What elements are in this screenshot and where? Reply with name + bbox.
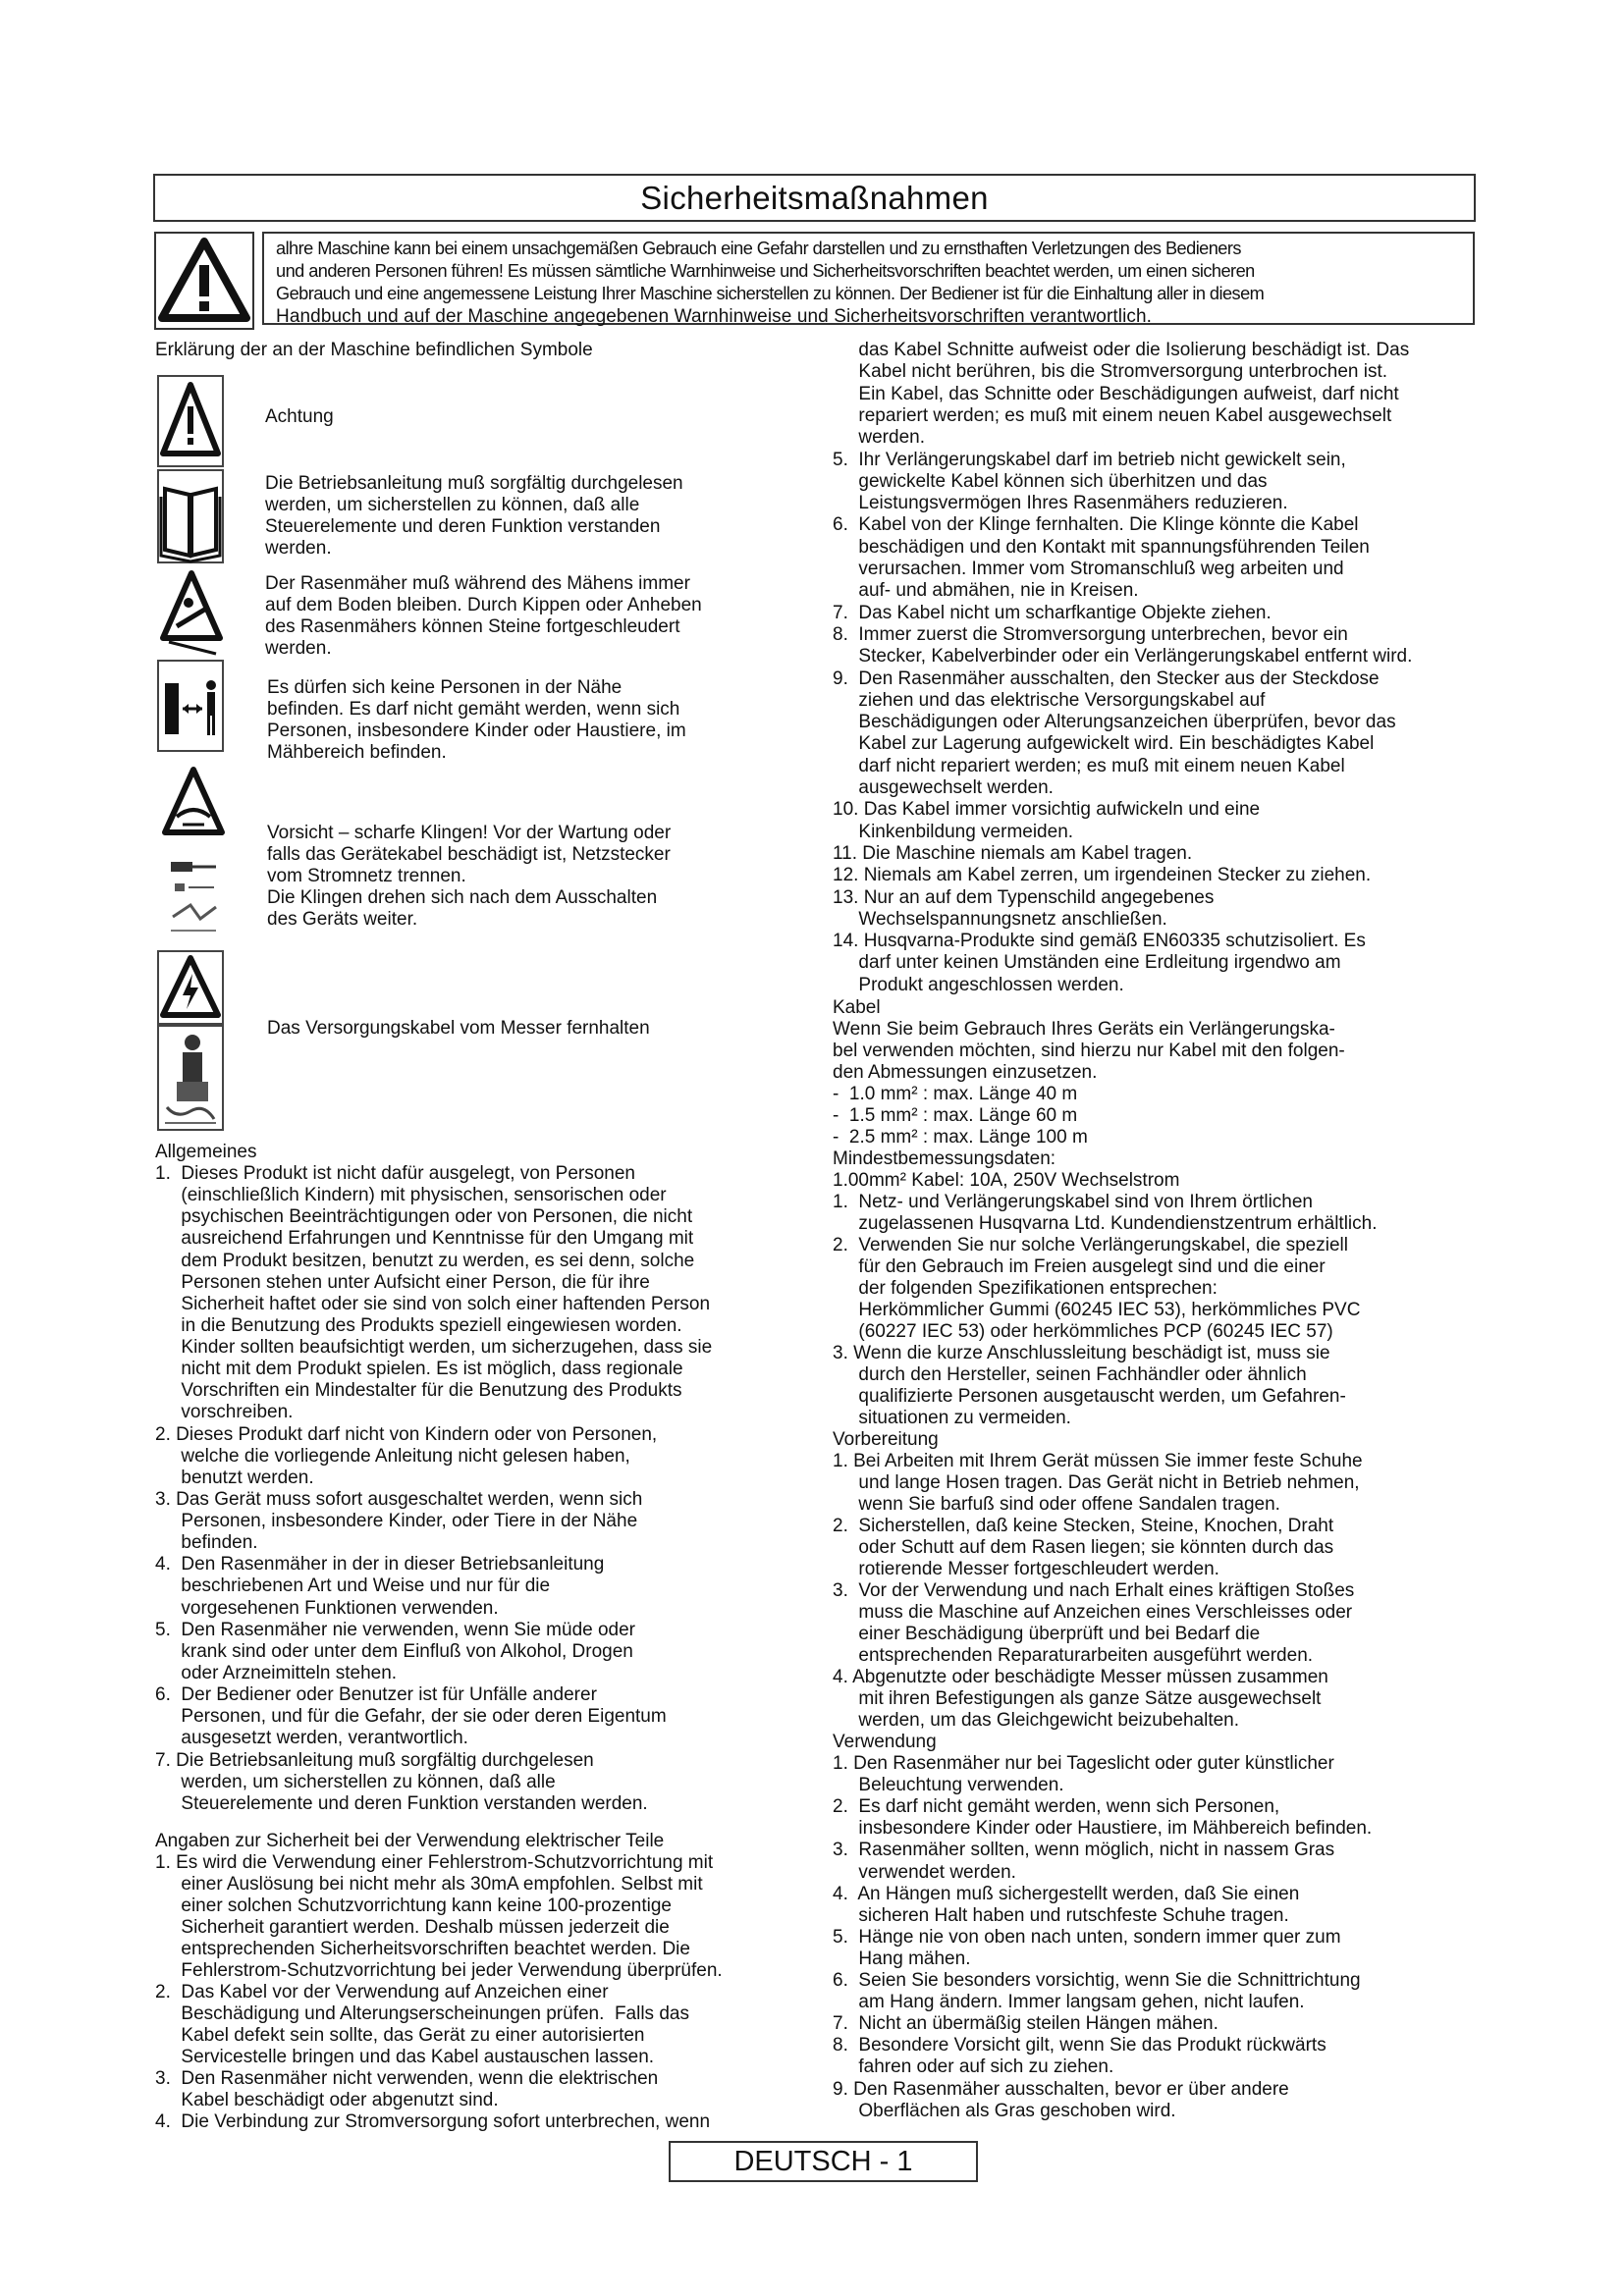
text-line: und lange Hosen tragen. Das Gerät nicht in Betrieb nehmen, (833, 1472, 1360, 1493)
text-line: Personen, insbesondere Kinder, oder Tiere in der Nähe (155, 1511, 638, 1532)
section-heading-electrical: Angaben zur Sicherheit bei der Verwendung elektrischer Teile (155, 1831, 665, 1851)
text-line: 4. Die Verbindung zur Stromversorgung sofort unterbrechen, wenn (155, 2111, 711, 2132)
text-line: 4. Abgenutzte oder beschädigte Messer müssen zusammen (833, 1667, 1328, 1687)
text-line: entsprechenden Sicherheitsvorschriften beachtet werden. Die (155, 1939, 690, 1959)
text-line: ausreichend Erfahrungen und Kenntnisse für den Umgang mit (155, 1228, 694, 1250)
symbol-text: werden, um sicherstellen zu können, daß alle (265, 495, 640, 515)
read-manual-icon (157, 469, 226, 563)
text-line: Kabel zur Lagerung aufgewickelt wird. Ein beschädigtes Kabel (833, 733, 1375, 755)
text-line: Stecker, Kabelverbinder oder ein Verlängerungskabel entfernt wird. (833, 646, 1413, 667)
text-line: 4. An Hängen muß sichergestellt werden, daß Sie einen (833, 1883, 1300, 1904)
text-line: werden. (833, 427, 925, 449)
section-heading-usage: Verwendung (833, 1732, 937, 1752)
warning-line: Gebrauch und eine angemessene Leistung Ihrer Maschine sicherstellen zu können. Der Bediener ist für die Einhaltung aller in diesem (276, 284, 1265, 303)
text-line: 13. Nur an auf dem Typenschild angegebenes (833, 886, 1215, 908)
text-line: benutzt werden. (155, 1467, 314, 1488)
text-line: insbesondere Kinder oder Haustiere, im Mähbereich befinden. (833, 1818, 1373, 1840)
warning-triangle-icon (154, 232, 254, 330)
text-line: Wechselspannungsnetz anschließen. (833, 908, 1167, 930)
text-line: 3. Vor der Verwendung und nach Erhalt eines kräftigen Stoßes (833, 1580, 1355, 1601)
symbol-text: Vorsicht – scharfe Klingen! Vor der Wartung oder (267, 823, 672, 843)
text-line: Beschädigungen oder Alterungsanzeichen überprüfen, bevor das (833, 712, 1396, 733)
text-line: Produkt angeschlossen werden. (833, 974, 1124, 995)
text-line: vorgesehenen Funktionen verwenden. (155, 1597, 499, 1619)
text-line: nicht mit dem Produkt spielen. Es ist möglich, dass regionale (155, 1359, 683, 1380)
text-line: Steuerelemente und deren Funktion verstanden werden. (155, 1792, 648, 1814)
warning-line: Handbuch und auf der Maschine angegebenen Warnhinweise und Sicherheitsvorschriften verantwortlich. (276, 306, 1153, 327)
text-line: Ein Kabel, das Schnitte oder Beschädigungen aufweist, darf nicht (833, 383, 1399, 404)
symbol-text: Mähbereich befinden. (267, 742, 447, 763)
text-line: 1.00mm² Kabel: 10A, 250V Wechselstrom (833, 1170, 1180, 1191)
text-line: Herkömmlicher Gummi (60245 IEC 53), herkömmliches PVC (833, 1300, 1361, 1320)
text-line: Servicestelle bringen und das Kabel austauschen lassen. (155, 2047, 655, 2067)
text-line: 7. Nicht an übermäßig steilen Hängen mähen. (833, 2013, 1218, 2035)
text-line: 3. Wenn die kurze Anschlussleitung beschädigt ist, muss sie (833, 1343, 1330, 1363)
text-line: 1. Den Rasenmäher nur bei Tageslicht oder guter künstlicher (833, 1753, 1334, 1774)
text-line: oder Arzneimitteln stehen. (155, 1662, 398, 1683)
text-line: 5. Hänge nie von oben nach unten, sondern immer quer zum (833, 1926, 1341, 1948)
text-line: Personen stehen unter Aufsicht einer Person, die für ihre (155, 1271, 650, 1293)
symbol-text: Personen, insbesondere Kinder oder Haustiere, im (267, 721, 686, 741)
text-line: situationen zu vermeiden. (833, 1408, 1071, 1428)
text-line: 2. Verwenden Sie nur solche Verlängerungskabel, die speziell (833, 1235, 1348, 1255)
text-line: ziehen und das elektrische Versorgungskabel auf (833, 689, 1266, 711)
text-line: einer solchen Schutzvorrichtung kann keine 100-prozentige (155, 1896, 672, 1916)
text-line: sicheren Halt haben und rutschfeste Schuhe tragen. (833, 1904, 1289, 1926)
text-line: 5. Den Rasenmäher nie verwenden, wenn Sie müde oder (155, 1619, 636, 1640)
text-line: Vorschriften ein Mindestalter für die Benutzung des Produkts (155, 1380, 682, 1402)
symbol-text: auf dem Boden bleiben. Durch Kippen oder Anheben (265, 595, 702, 615)
text-line: 3. Das Gerät muss sofort ausgeschaltet werden, wenn sich (155, 1488, 643, 1510)
unplug-icon (161, 848, 226, 946)
text-line: (60227 IEC 53) oder herkömmliches PCP (60245 IEC 57) (833, 1321, 1333, 1342)
text-line: oder Schutt auf dem Rasen liegen; sie könnten durch das (833, 1537, 1334, 1558)
text-line: fahren oder auf sich zu ziehen. (833, 2056, 1114, 2078)
text-line: Beleuchtung verwenden. (833, 1775, 1064, 1796)
text-line: Fehlerstrom-Schutzvorrichtung bei jeder Verwendung überprüfen. (155, 1960, 723, 1981)
symbol-text: vom Stromnetz trennen. (267, 866, 466, 886)
symbols-heading: Erklärung der an der Maschine befindlichen Symbole (155, 340, 593, 360)
text-line: Personen, und für die Gefahr, der sie oder deren Eigentum (155, 1706, 667, 1728)
symbol-text: Die Klingen drehen sich nach dem Ausschalten (267, 887, 658, 908)
symbol-text: befinden. Es darf nicht gemäht werden, wenn sich (267, 699, 680, 720)
text-line: einer Auslösung bei nicht mehr als 30mA empfohlen. Selbst mit (155, 1874, 703, 1895)
symbol-text: Steuerelemente und deren Funktion verstanden (265, 516, 661, 537)
text-line: 1. Netz- und Verlängerungskabel sind von Ihrem örtlichen (833, 1192, 1313, 1212)
text-line: 1. Bei Arbeiten mit Ihrem Gerät müssen Sie immer feste Schuhe (833, 1451, 1363, 1471)
symbol-text: Achtung (265, 406, 334, 427)
text-line: dem Produkt besitzen, benutzt zu werden, es sei denn, solche (155, 1250, 695, 1271)
section-heading-general: Allgemeines (155, 1142, 257, 1162)
symbol-text: werden. (265, 638, 332, 659)
text-line: repariert werden; es muß mit einem neuen Kabel ausgewechselt (833, 404, 1392, 426)
text-line: beschriebenen Art und Weise und nur für die (155, 1575, 551, 1597)
text-line: 5. Ihr Verlängerungskabel darf im betrieb nicht gewickelt sein, (833, 449, 1346, 470)
text-line: 11. Die Maschine niemals am Kabel tragen. (833, 842, 1193, 864)
text-line: ausgewechselt werden. (833, 777, 1054, 798)
section-heading-preparation: Vorbereitung (833, 1429, 939, 1450)
text-line: darf nicht repariert werden; es muß mit einem neuen Kabel (833, 755, 1345, 776)
text-line: 2. Sicherstellen, daß keine Stecken, Steine, Knochen, Draht (833, 1516, 1334, 1536)
text-line: - 1.5 mm² : max. Länge 60 m (833, 1105, 1078, 1126)
text-line: vorschreiben. (155, 1402, 294, 1423)
text-line: 6. Der Bediener oder Benutzer ist für Unfälle anderer (155, 1684, 597, 1706)
text-line: Kinder sollten beaufsichtigt werden, um sicherzugehen, dass sie (155, 1337, 713, 1359)
text-line: Oberflächen als Gras geschoben wird. (833, 2100, 1176, 2121)
text-line: 2. Dieses Produkt darf nicht von Kindern oder von Personen, (155, 1423, 658, 1445)
text-line: darf unter keinen Umständen eine Erdleitung irgendwo am (833, 952, 1341, 974)
text-line: qualifizierte Personen ausgetauscht werden, um Gefahren- (833, 1386, 1346, 1407)
text-line: am Hang ändern. Immer langsam gehen, nicht laufen. (833, 1992, 1305, 2013)
text-line: werden, um das Gleichgewicht beizubehalten. (833, 1710, 1240, 1731)
text-line: 7. Das Kabel nicht um scharfkantige Objekte ziehen. (833, 602, 1272, 623)
text-line: 1. Dieses Produkt ist nicht dafür ausgelegt, von Personen (155, 1163, 635, 1184)
text-line: verursachen. Immer vom Stromanschluß weg arbeiten und (833, 559, 1344, 579)
text-line: 2. Es darf nicht gemäht werden, wenn sich Personen, (833, 1796, 1280, 1818)
text-line: psychischen Beeinträchtigungen oder von Personen, die nicht (155, 1206, 693, 1228)
text-line: entsprechenden Reparaturarbeiten ausgeführt werden. (833, 1645, 1314, 1666)
text-line: Kabel defekt sein sollte, das Gerät zu einer autorisierten (155, 2025, 645, 2046)
text-line: 3. Rasenmäher sollten, wenn möglich, nicht in nassem Gras (833, 1840, 1335, 1861)
thrown-objects-icon (159, 567, 224, 658)
text-line: werden, um sicherstellen zu können, daß alle (155, 1771, 556, 1792)
warning-line: und anderen Personen führen! Es müssen sämtliche Warnhinweise und Sicherheitsvorschriften beachtet werden, um einen sicheren (276, 261, 1255, 281)
text-line: Leistungsvermögen Ihres Rasenmähers reduzieren. (833, 493, 1288, 514)
section-heading-cable: Kabel (833, 997, 881, 1018)
text-line: krank sind oder unter dem Einfluß von Alkohol, Drogen (155, 1640, 633, 1662)
text-line: 7. Die Betriebsanleitung muß sorgfältig durchgelesen (155, 1749, 594, 1771)
text-line: 3. Den Rasenmäher nicht verwenden, wenn die elektrischen (155, 2068, 659, 2089)
caution-symbol-icon (157, 375, 265, 467)
text-line: für den Gebrauch im Freien ausgelegt sind und die einer (833, 1256, 1326, 1277)
text-line: mit ihren Befestigungen als ganze Sätze ausgewechselt (833, 1688, 1322, 1709)
page-title: Sicherheitsmaßnahmen (640, 179, 989, 216)
text-line: auf- und abmähen, nie in Kreisen. (833, 580, 1139, 602)
text-line: 8. Immer zuerst die Stromversorgung unterbrechen, bevor ein (833, 623, 1348, 645)
text-line: (einschließlich Kindern) mit physischen, sensorischen oder (155, 1185, 667, 1206)
text-line: 14. Husqvarna-Produkte sind gemäß EN60335 schutzisoliert. Es (833, 931, 1366, 952)
text-line: verwendet werden. (833, 1861, 1016, 1883)
text-line: 4. Den Rasenmäher in der in dieser Betriebsanleitung (155, 1554, 605, 1575)
text-line: in die Benutzung des Produkts speziell eingewiesen worden. (155, 1314, 682, 1336)
symbol-text: falls das Gerätekabel beschädigt ist, Netzstecker (267, 844, 671, 865)
text-line: Kabel nicht berühren, bis die Stromversorgung unterbrochen ist. (833, 361, 1388, 383)
text-line: 6. Kabel von der Klinge fernhalten. Die Klinge könnte die Kabel (833, 514, 1359, 536)
page-number-box (669, 2141, 978, 2182)
text-line: rotierende Messer fortgeschleudert werden. (833, 1559, 1219, 1579)
text-line: den Abmessungen einzusetzen. (833, 1062, 1098, 1083)
text-line: ausgesetzt werden, verantwortlich. (155, 1728, 468, 1749)
keep-distance-icon (157, 660, 226, 752)
text-line: - 2.5 mm² : max. Länge 100 m (833, 1127, 1088, 1148)
text-line: durch den Hersteller, seinen Fachhändler oder ähnlich (833, 1364, 1307, 1385)
general-warning-box (262, 232, 1475, 325)
text-line: der folgenden Spezifikationen entsprechen: (833, 1278, 1218, 1299)
text-line: 9. Den Rasenmäher ausschalten, den Stecker aus der Steckdose (833, 667, 1380, 689)
text-line: 6. Seien Sie besonders vorsichtig, wenn Sie die Schnittrichtung (833, 1970, 1361, 1991)
sharp-blades-icon (161, 764, 226, 844)
text-line: 9. Den Rasenmäher ausschalten, bevor er über andere (833, 2078, 1289, 2100)
symbol-text: Der Rasenmäher muß während des Mähens immer (265, 573, 690, 594)
cable-away-from-blade-icon (157, 1025, 226, 1131)
text-line: Sicherheit garantiert werden. Deshalb müssen jederzeit die (155, 1917, 670, 1938)
text-line: bel verwenden möchten, sind hierzu nur Kabel mit den folgen- (833, 1041, 1345, 1061)
symbol-text: werden. (265, 538, 332, 559)
electric-hazard-icon (157, 950, 226, 1025)
page-number: DEUTSCH - 1 (733, 2145, 913, 2177)
text-line: Wenn Sie beim Gebrauch Ihres Geräts ein Verlängerungska- (833, 1019, 1335, 1040)
text-line: 10. Das Kabel immer vorsichtig aufwickeln und eine (833, 799, 1261, 821)
text-line: 8. Besondere Vorsicht gilt, wenn Sie das Produkt rückwärts (833, 2035, 1326, 2056)
text-line: - 1.0 mm² : max. Länge 40 m (833, 1084, 1078, 1104)
text-line: 2. Das Kabel vor der Verwendung auf Anzeichen einer (155, 1982, 609, 2002)
text-line: Kabel beschädigt oder abgenutzt sind. (155, 2090, 499, 2110)
symbol-text: Die Betriebsanleitung muß sorgfältig durchgelesen (265, 473, 683, 494)
text-line: Beschädigung und Alterungserscheinungen prüfen. Falls das (155, 2003, 689, 2024)
text-line: 1. Es wird die Verwendung einer Fehlerstrom-Schutzvorrichtung mit (155, 1852, 714, 1873)
text-line: Sicherheit haftet oder sie sind von solch einer haftenden Person (155, 1293, 711, 1314)
symbol-text: Es dürfen sich keine Personen in der Nähe (267, 677, 623, 698)
text-line: befinden. (155, 1532, 258, 1554)
text-line: Hang mähen. (833, 1948, 971, 1969)
text-line: zugelassenen Husqvarna Ltd. Kundendienstzentrum erhältlich. (833, 1213, 1378, 1234)
page-title-box (153, 174, 1476, 222)
text-line: muss die Maschine auf Anzeichen eines Verschleisses oder (833, 1602, 1353, 1623)
symbol-text: des Geräts weiter. (267, 909, 418, 930)
text-line: wenn Sie barfuß sind oder offene Sandalen tragen. (833, 1494, 1280, 1515)
text-line: welche die vorliegende Anleitung nicht gelesen haben, (155, 1445, 630, 1467)
text-line: beschädigen und den Kontakt mit spannungsführenden Teilen (833, 536, 1370, 558)
text-line: einer Beschädigung überprüft und bei Bedarf die (833, 1624, 1261, 1644)
text-line: gewickelte Kabel können sich überhitzen und das (833, 470, 1268, 492)
warning-line: alhre Maschine kann bei einem unsachgemäßen Gebrauch eine Gefahr darstellen und zu ernsthaften Verletzungen des Bedieners (276, 239, 1241, 258)
section-heading-min-rating: Mindestbemessungsdaten: (833, 1148, 1056, 1169)
text-line: 12. Niemals am Kabel zerren, um irgendeinen Stecker zu ziehen. (833, 865, 1372, 886)
symbol-text: des Rasenmähers können Steine fortgeschleudert (265, 616, 680, 637)
text-line: das Kabel Schnitte aufweist oder die Isolierung beschädigt ist. Das (833, 340, 1410, 360)
symbol-text: Das Versorgungskabel vom Messer fernhalten (267, 1018, 650, 1039)
text-line: Kinkenbildung vermeiden. (833, 821, 1074, 842)
